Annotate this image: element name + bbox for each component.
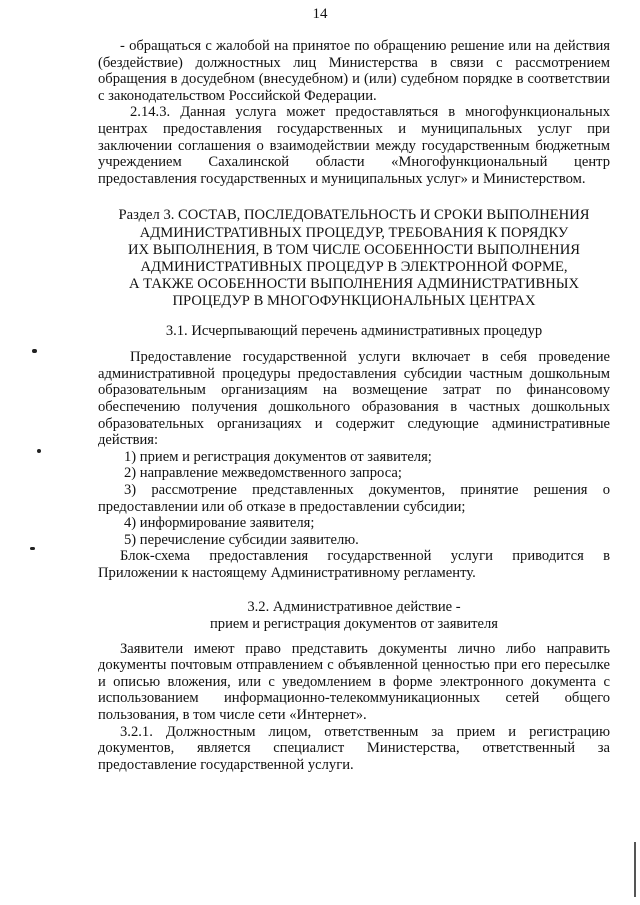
section-3-heading-line: АДМИНИСТРАТИВНЫХ ПРОЦЕДУР, ТРЕБОВАНИЯ К ПОРЯДКУ [139,224,569,241]
subsection-3-2-title-line: прием и регистрация документов от заявителя [210,616,498,633]
section-3-heading-line: АДМИНИСТРАТИВНЫХ ПРОЦЕДУР В ЭЛЕКТРОННОЙ ФОРМЕ, [140,258,568,275]
section-3-heading-line: ИХ ВЫПОЛНЕНИЯ, В ТОМ ЧИСЛЕ ОСОБЕННОСТИ ВЫПОЛНЕНИЯ [127,241,580,258]
subsection-3-2-title-line: 3.2. Административное действие - [247,599,461,616]
appeal-rights-continuation: - обращаться с жалобой на принятое по обращению решение или на действия (бездействие) должностных лиц Министерства в связи с рассмотрением обращения в досудебном (внесудебном) и (или) судебном порядке в соответствии с законодательством Российской Федерации. [98,38,610,104]
subsection-3-1-title: 3.1. Исчерпывающий перечень административных процедур [165,322,543,339]
paragraph-2-14-3: 2.14.3. Данная услуга может предоставляться в многофункциональных центрах предоставления государственных и муниципальных услуг при заключении соглашения о взаимодействии между государственным бюджетным учреждением Сахалинской области «Многофункциональный центр предоставления государственных и муниципальных услуг» и Министерством. [98,104,610,187]
scan-mark [37,449,41,453]
section-3-heading [98,207,610,310]
section-3-heading-line: А ТАКЖЕ ОСОБЕННОСТИ ВЫПОЛНЕНИЯ АДМИНИСТРАТИВНЫХ [128,276,580,293]
subsection-3-2-title [98,599,610,632]
procedure-item: 4) информирование заявителя; [124,515,315,532]
scan-mark [32,349,37,353]
page-number: 14 [312,6,328,22]
procedure-item: 1) прием и регистрация документов от заявителя; [124,448,432,465]
scan-mark [30,547,35,550]
subsection-3-1-intro: Предоставление государственной услуги включает в себя проведение административной процедуры предоставления субсидии частным дошкольным образовательным организациям на возмещение затрат по финансовому обеспечению получения дошкольного образования в частных дошкольных образовательных организациях и содержит следующие административные действия: [98,349,610,449]
subsection-3-2-body: Заявители имеют право представить документы лично либо направить документы почтовым отправлением с объявленной ценностью при его пересылке и описью вложения, или с уведомлением в форме электронного документа с использованием информационно-телекоммуникационных сетей общего пользования, в том числе сети «Интернет». [98,640,610,724]
procedure-item: 3) рассмотрение представленных документов, принятие решения о предоставлении или об отказе в предоставлении субсидии; [98,481,610,515]
scan-edge-line [634,842,636,897]
document-body [98,38,610,773]
flowchart-reference: Блок-схема предоставления государственной услуги приводится в Приложении к настоящему Административному регламенту. [98,548,610,581]
procedure-item: 2) направление межведомственного запроса; [124,465,402,482]
procedure-item: 5) перечисление субсидии заявителю. [124,531,359,548]
paragraph-3-2-1: 3.2.1. Должностным лицом, ответственным за прием и регистрацию документов, является специалист Министерства, ответственный за предоставление государственной услуги. [98,723,610,773]
section-3-heading-line: ПРОЦЕДУР В МНОГОФУНКЦИОНАЛЬНЫХ ЦЕНТРАХ [172,293,536,310]
section-3-heading-line: Раздел 3. СОСТАВ, ПОСЛЕДОВАТЕЛЬНОСТЬ И СРОКИ ВЫПОЛНЕНИЯ [118,207,590,224]
